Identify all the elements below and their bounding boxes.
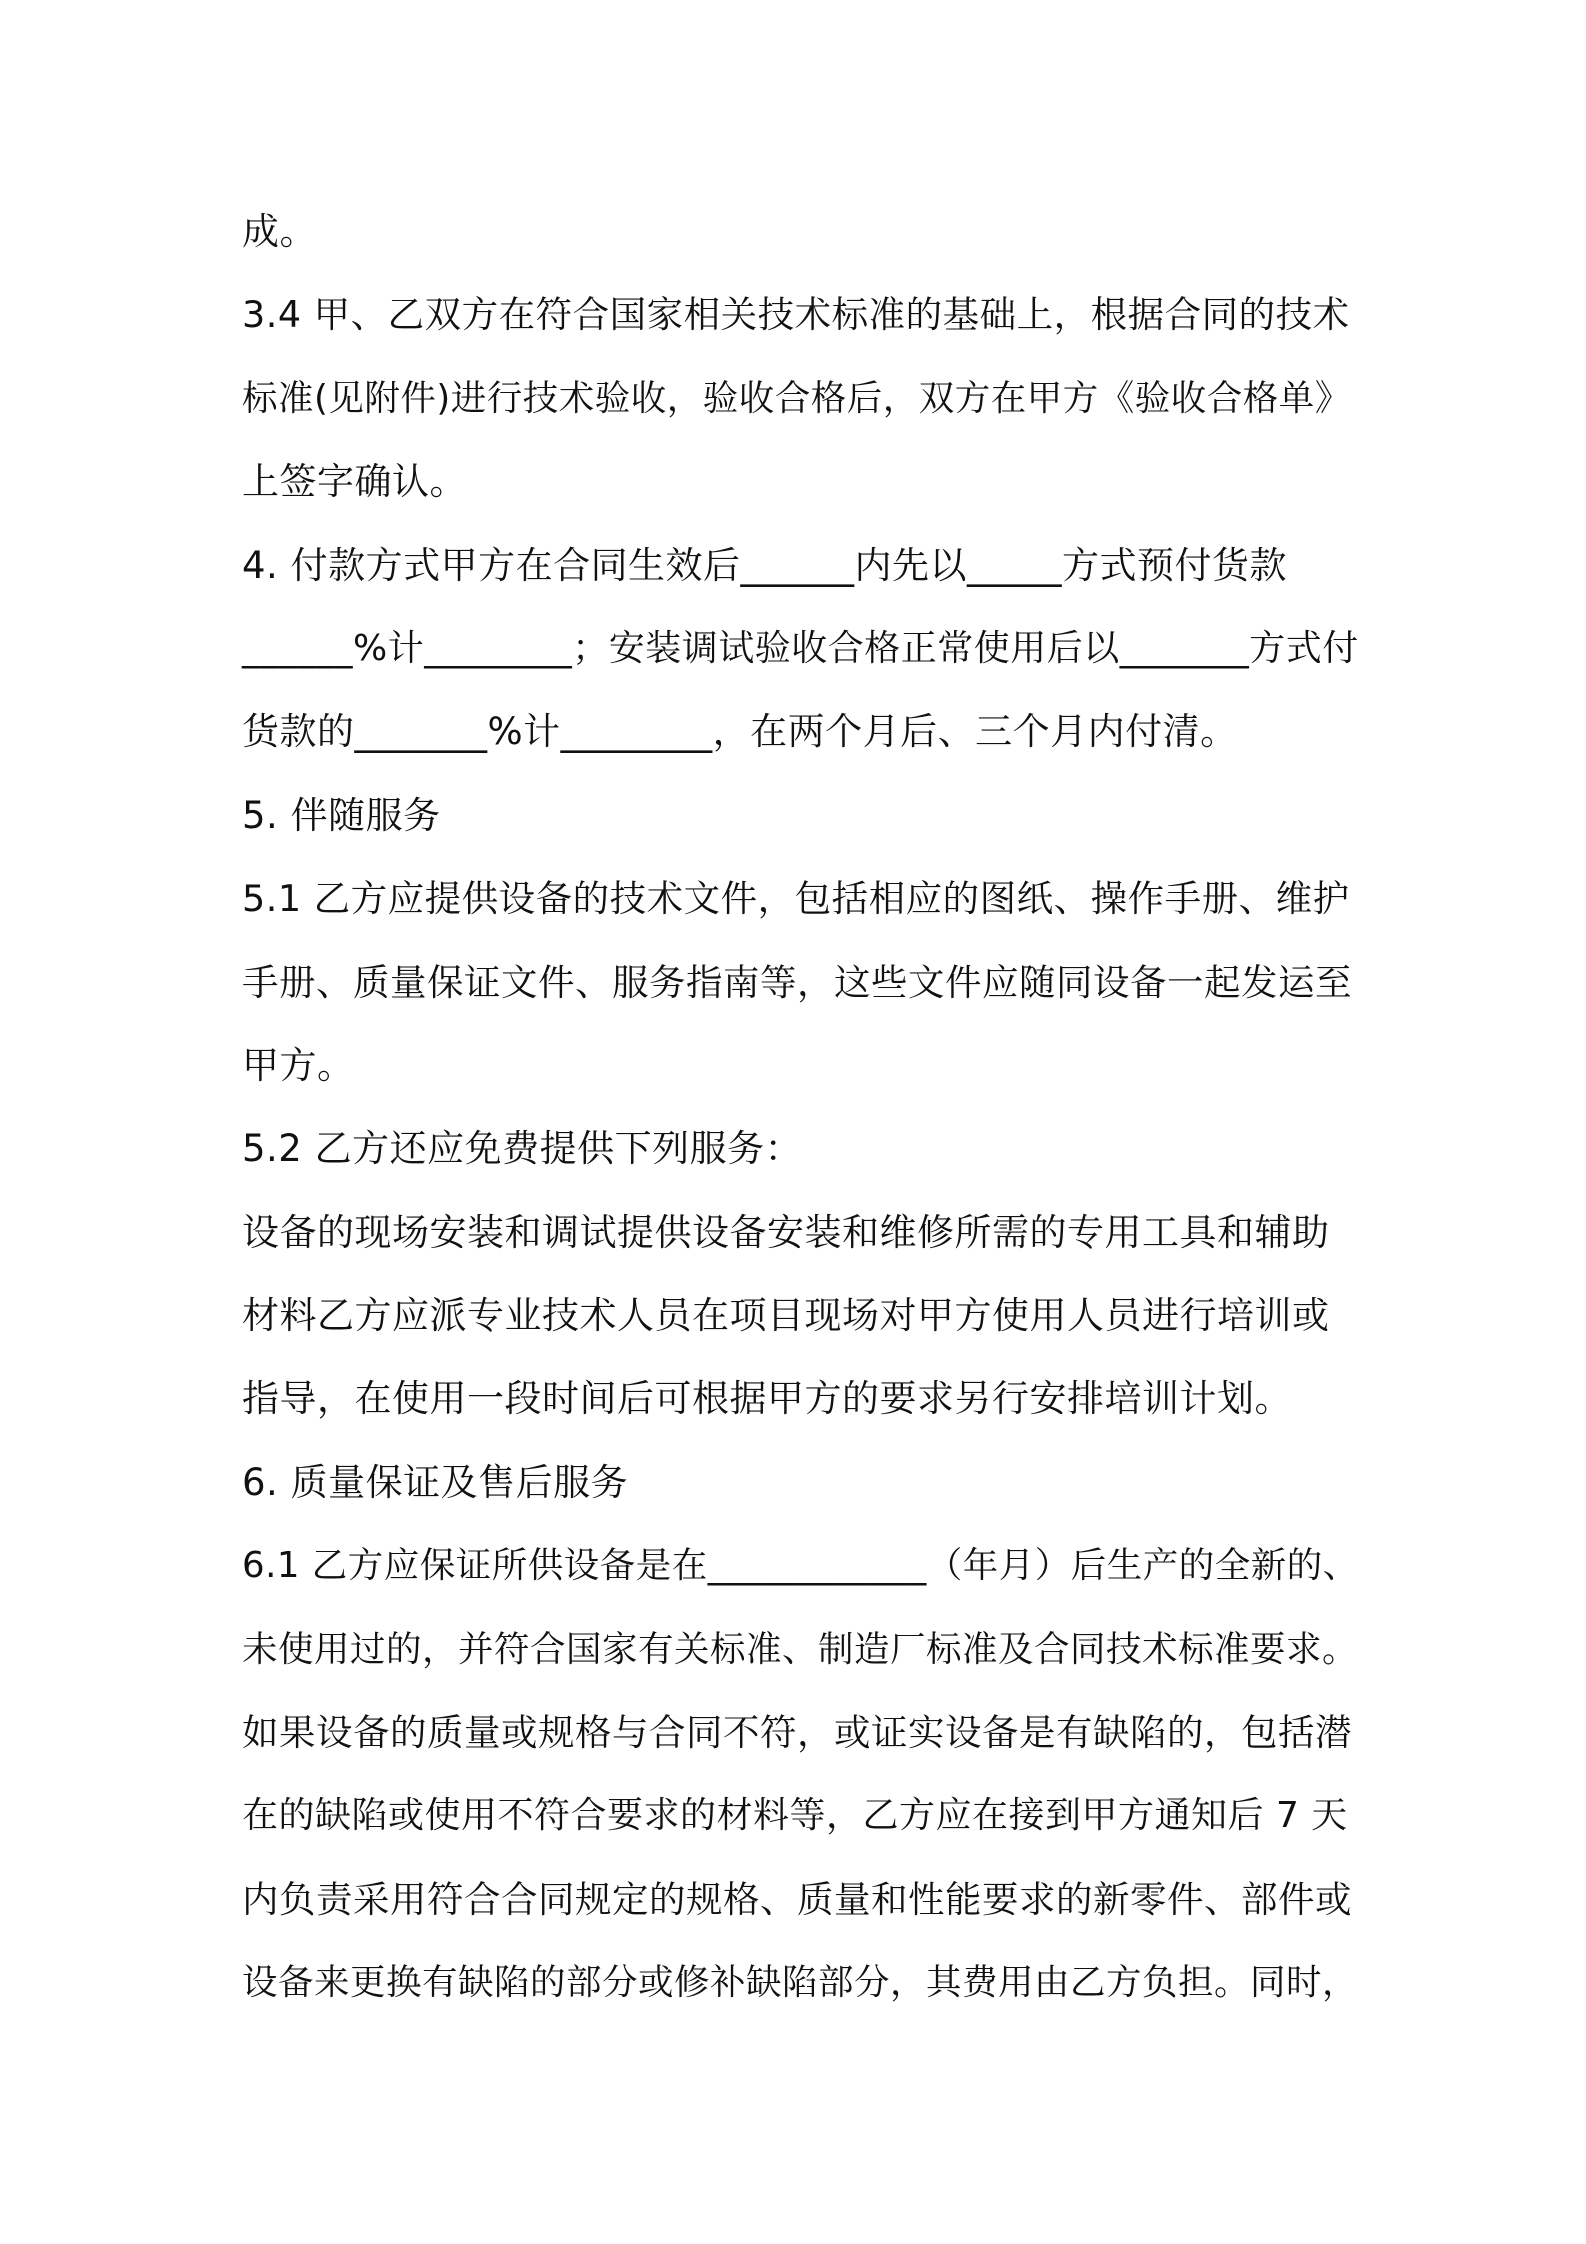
text-line: 货款的_______%计________，在两个月后、三个月内付清。 bbox=[242, 710, 1238, 754]
text-line: 如果设备的质量或规格与合同不符，或证实设备是有缺陷的，包括潜 bbox=[242, 1711, 1352, 1755]
contract-text bbox=[242, 190, 1362, 2025]
text-line: 4. 付款方式甲方在合同生效后______内先以_____方式预付货款 bbox=[242, 543, 1288, 587]
text-line: 材料乙方应派专业技术人员在项目现场对甲方使用人员进行培训或 bbox=[242, 1294, 1330, 1338]
text-line: 内负责采用符合合同规定的规格、质量和性能要求的新零件、部件或 bbox=[242, 1877, 1352, 1921]
section-heading: 6. 质量保证及售后服务 bbox=[242, 1460, 629, 1504]
text-line: 5.2 乙方还应免费提供下列服务： bbox=[242, 1127, 803, 1171]
text-line: 设备来更换有缺陷的部分或修补缺陷部分，其费用由乙方负担。同时， bbox=[242, 1962, 1359, 2004]
text-line: 未使用过的，并符合国家有关标准、制造厂标准及合同技术标准要求。 bbox=[242, 1628, 1359, 1670]
text-line: 成。 bbox=[242, 210, 317, 253]
text-line: 5.1 乙方应提供设备的技术文件，包括相应的图纸、操作手册、维护 bbox=[242, 877, 1350, 921]
text-line: 3.4 甲、乙双方在符合国家相关技术标准的基础上，根据合同的技术 bbox=[242, 293, 1350, 337]
text-line: 手册、质量保证文件、服务指南等，这些文件应随同设备一起发运至 bbox=[242, 960, 1352, 1004]
text-line: 标准(见附件)进行技术验收，验收合格后，双方在甲方《验收合格单》 bbox=[242, 377, 1351, 419]
text-line: 6.1 乙方应保证所供设备是在____________（年月）后生产的全新的、 bbox=[242, 1545, 1359, 1587]
text-line: 在的缺陷或使用不符合要求的材料等，乙方应在接到甲方通知后 7 天 bbox=[242, 1795, 1348, 1837]
text-line: 甲方。 bbox=[242, 1043, 355, 1087]
section-heading: 5. 伴随服务 bbox=[242, 793, 441, 837]
text-line: 指导，在使用一段时间后可根据甲方的要求另行安排培训计划。 bbox=[242, 1377, 1292, 1421]
text-line: ______%计________；安装调试验收合格正常使用后以_______方式付 bbox=[242, 627, 1359, 669]
text-line: 上签字确认。 bbox=[242, 460, 467, 504]
text-line: 设备的现场安装和调试提供设备安装和维修所需的专用工具和辅助 bbox=[242, 1210, 1330, 1254]
